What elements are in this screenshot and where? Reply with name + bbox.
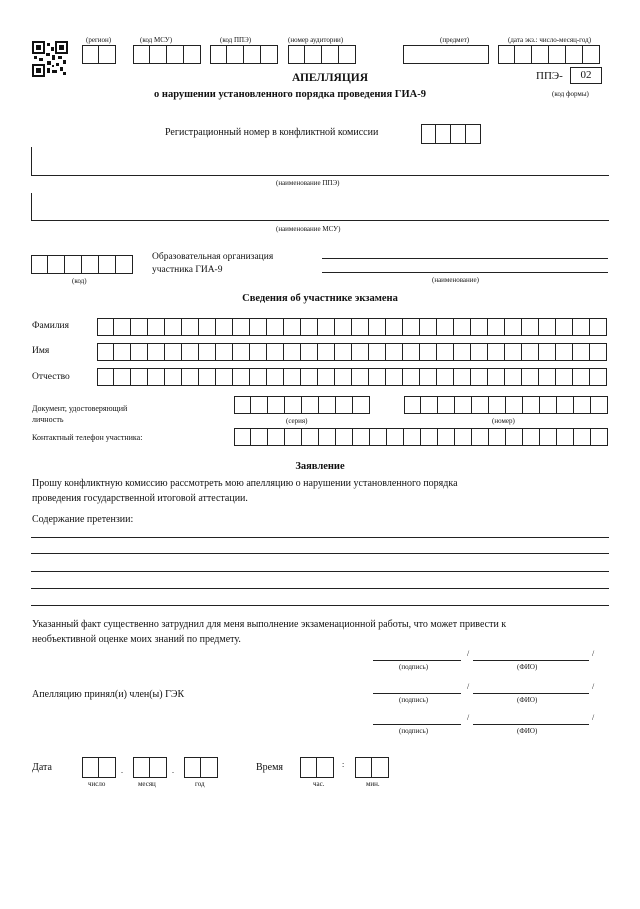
- organization-name-line-1[interactable]: [322, 258, 608, 259]
- ppe-name-caption: (наименование ППЭ): [276, 179, 340, 187]
- entry-cell[interactable]: [284, 343, 301, 361]
- entry-cell[interactable]: [539, 343, 556, 361]
- entry-cell[interactable]: [250, 318, 267, 336]
- entry-cell[interactable]: [437, 318, 454, 336]
- entry-cell[interactable]: [387, 428, 404, 446]
- entry-cell[interactable]: [131, 318, 148, 336]
- document-label-line1: Документ, удостоверяющий: [32, 404, 128, 413]
- accepted-by-label: Апелляцию принял(и) член(ы) ГЭК: [32, 689, 185, 700]
- entry-cell[interactable]: [352, 318, 369, 336]
- month-field[interactable]: [133, 757, 167, 778]
- entry-cell[interactable]: [488, 368, 505, 386]
- entry-cell[interactable]: [539, 368, 556, 386]
- slash-right-3: /: [592, 713, 595, 722]
- entry-cell[interactable]: [319, 428, 336, 446]
- msu-code-caption: (код МСУ): [140, 36, 173, 44]
- entry-cell[interactable]: [557, 428, 574, 446]
- entry-cell[interactable]: [369, 318, 386, 336]
- date-dot-2: .: [172, 766, 174, 775]
- entry-cell[interactable]: [505, 318, 522, 336]
- claim-line-4[interactable]: [31, 588, 609, 589]
- entry-cell[interactable]: [251, 396, 268, 414]
- entry-cell[interactable]: [165, 318, 182, 336]
- entry-cell[interactable]: [97, 368, 114, 386]
- entry-cell[interactable]: [369, 343, 386, 361]
- entry-cell[interactable]: [420, 318, 437, 336]
- entry-cell[interactable]: [216, 318, 233, 336]
- entry-cell[interactable]: [234, 428, 251, 446]
- entry-cell[interactable]: [318, 343, 335, 361]
- claim-line-1[interactable]: [31, 537, 609, 538]
- entry-cell[interactable]: [488, 343, 505, 361]
- entry-cell[interactable]: [522, 343, 539, 361]
- organization-code-caption: (код): [72, 277, 87, 285]
- entry-cell[interactable]: [591, 396, 608, 414]
- minute-field[interactable]: [355, 757, 389, 778]
- entry-cell[interactable]: [574, 428, 591, 446]
- slash-right-1: /: [592, 649, 595, 658]
- entry-cell[interactable]: [114, 318, 131, 336]
- claim-label: Содержание претензии:: [32, 514, 134, 525]
- entry-cell[interactable]: [455, 428, 472, 446]
- gek-fio-caption-1: (ФИО): [517, 696, 538, 704]
- entry-cell[interactable]: [131, 368, 148, 386]
- entry-cell[interactable]: [284, 318, 301, 336]
- entry-cell[interactable]: [455, 396, 472, 414]
- entry-cell[interactable]: [556, 368, 573, 386]
- entry-cell[interactable]: [573, 368, 590, 386]
- form-code-caption: (код формы): [552, 90, 589, 98]
- entry-cell[interactable]: [472, 428, 489, 446]
- entry-cell[interactable]: [574, 396, 591, 414]
- entry-cell[interactable]: [336, 428, 353, 446]
- day-caption: число: [88, 780, 106, 788]
- gek-fio-caption-2: (ФИО): [517, 727, 538, 735]
- entry-cell[interactable]: [506, 428, 523, 446]
- entry-cell[interactable]: [471, 368, 488, 386]
- participant-section-title: Сведения об участнике экзамена: [242, 293, 398, 304]
- entry-cell[interactable]: [165, 343, 182, 361]
- claim-line-2[interactable]: [31, 553, 609, 554]
- entry-cell[interactable]: [250, 368, 267, 386]
- entry-cell[interactable]: [540, 396, 557, 414]
- date-dot-1: .: [121, 766, 123, 775]
- msu-name-line[interactable]: [31, 220, 609, 221]
- entry-cell[interactable]: [591, 428, 608, 446]
- entry-cell[interactable]: [386, 343, 403, 361]
- entry-cell[interactable]: [505, 343, 522, 361]
- slash-left-2: /: [467, 682, 470, 691]
- entry-cell[interactable]: [199, 368, 216, 386]
- entry-cell[interactable]: [403, 318, 420, 336]
- entry-cell[interactable]: [285, 396, 302, 414]
- first-name-label: Имя: [32, 346, 50, 356]
- date-label: Дата: [32, 762, 52, 773]
- msu-code-field[interactable]: [133, 45, 201, 64]
- entry-cell[interactable]: [250, 343, 267, 361]
- entry-cell[interactable]: [114, 368, 131, 386]
- entry-cell[interactable]: [267, 343, 284, 361]
- organization-label-line2: участника ГИА-9: [152, 265, 223, 275]
- auditorium-field[interactable]: [288, 45, 356, 64]
- gek-signature-line-2[interactable]: [373, 724, 461, 725]
- entry-cell[interactable]: [319, 396, 336, 414]
- entry-cell[interactable]: [335, 343, 352, 361]
- entry-cell[interactable]: [573, 343, 590, 361]
- region-field[interactable]: [82, 45, 116, 64]
- entry-cell[interactable]: [233, 318, 250, 336]
- participant-fio-line[interactable]: [473, 660, 589, 661]
- claim-line-5[interactable]: [31, 605, 609, 606]
- entry-cell[interactable]: [506, 396, 523, 414]
- surname-label: Фамилия: [32, 321, 70, 331]
- entry-cell[interactable]: [148, 368, 165, 386]
- entry-cell[interactable]: [335, 318, 352, 336]
- hour-caption: час.: [313, 780, 325, 788]
- entry-cell[interactable]: [437, 343, 454, 361]
- entry-cell[interactable]: [454, 318, 471, 336]
- entry-cell[interactable]: [557, 396, 574, 414]
- entry-cell[interactable]: [148, 343, 165, 361]
- document-series-caption: (серия): [286, 417, 308, 425]
- entry-cell[interactable]: [318, 368, 335, 386]
- document-subtitle: о нарушении установленного порядка проведения ГИА-9: [154, 89, 426, 100]
- entry-cell[interactable]: [454, 343, 471, 361]
- document-number-field[interactable]: [404, 396, 608, 414]
- time-colon: :: [342, 760, 345, 769]
- entry-cell[interactable]: [352, 343, 369, 361]
- gek-fio-line-1[interactable]: [473, 693, 589, 694]
- entry-cell[interactable]: [353, 396, 370, 414]
- gek-fio-line-2[interactable]: [473, 724, 589, 725]
- entry-cell[interactable]: [403, 368, 420, 386]
- entry-cell[interactable]: [386, 368, 403, 386]
- entry-cell[interactable]: [523, 396, 540, 414]
- entry-cell[interactable]: [522, 318, 539, 336]
- entry-cell[interactable]: [97, 318, 114, 336]
- entry-cell[interactable]: [471, 318, 488, 336]
- registration-label: Регистрационный номер в конфликтной комиссии: [165, 127, 379, 138]
- entry-cell[interactable]: [216, 368, 233, 386]
- statement-text-line1: Прошу конфликтную комиссию рассмотреть мою апелляцию о нарушении установленного порядка: [32, 478, 458, 489]
- entry-cell[interactable]: [472, 396, 489, 414]
- entry-cell[interactable]: [370, 428, 387, 446]
- conclusion-text-line2: необъективной оценке моих знаний по предмету.: [32, 634, 241, 645]
- entry-cell[interactable]: [336, 396, 353, 414]
- entry-cell[interactable]: [216, 343, 233, 361]
- entry-cell[interactable]: [199, 318, 216, 336]
- statement-title: Заявление: [295, 461, 345, 472]
- entry-cell[interactable]: [556, 318, 573, 336]
- entry-cell[interactable]: [590, 318, 607, 336]
- entry-cell[interactable]: [556, 343, 573, 361]
- entry-cell[interactable]: [234, 396, 251, 414]
- entry-cell[interactable]: [505, 368, 522, 386]
- phone-label: Контактный телефон участника:: [32, 433, 143, 442]
- entry-cell[interactable]: [590, 368, 607, 386]
- organization-name-line-2[interactable]: [322, 272, 608, 273]
- form-code-value: 02: [570, 67, 602, 84]
- entry-cell[interactable]: [420, 343, 437, 361]
- entry-cell[interactable]: [301, 318, 318, 336]
- entry-cell[interactable]: [471, 343, 488, 361]
- entry-cell[interactable]: [131, 343, 148, 361]
- slash-right-2: /: [592, 682, 595, 691]
- participant-signature-caption: (подпись): [399, 663, 429, 671]
- exam-date-field[interactable]: [498, 45, 600, 64]
- entry-cell[interactable]: [284, 368, 301, 386]
- form-code-prefix: ППЭ-: [536, 70, 563, 82]
- entry-cell[interactable]: [335, 368, 352, 386]
- patronymic-label: Отчество: [32, 372, 70, 382]
- entry-cell[interactable]: [539, 318, 556, 336]
- time-label: Время: [256, 762, 284, 773]
- entry-cell[interactable]: [182, 318, 199, 336]
- document-number-caption: (номер): [492, 417, 515, 425]
- document-title: АПЕЛЛЯЦИЯ: [291, 72, 369, 84]
- registration-number-field[interactable]: [421, 124, 481, 144]
- statement-text-line2: проведения государственной итоговой аттестации.: [32, 493, 248, 504]
- entry-cell[interactable]: [251, 428, 268, 446]
- entry-cell[interactable]: [438, 396, 455, 414]
- entry-cell[interactable]: [404, 428, 421, 446]
- patronymic-field[interactable]: [97, 368, 607, 386]
- entry-cell[interactable]: [369, 368, 386, 386]
- month-caption: месяц: [138, 780, 156, 788]
- gek-signature-caption-1: (подпись): [399, 696, 429, 704]
- subject-caption: (предмет): [440, 36, 470, 44]
- entry-cell[interactable]: [182, 368, 199, 386]
- entry-cell[interactable]: [233, 368, 250, 386]
- entry-cell[interactable]: [540, 428, 557, 446]
- entry-cell[interactable]: [489, 428, 506, 446]
- entry-cell[interactable]: [523, 428, 540, 446]
- entry-cell[interactable]: [302, 428, 319, 446]
- entry-cell[interactable]: [403, 343, 420, 361]
- entry-cell[interactable]: [267, 318, 284, 336]
- surname-field[interactable]: [97, 318, 607, 336]
- phone-field[interactable]: [234, 428, 608, 446]
- exam-date-caption: (дата экз.: число-месяц-год): [508, 36, 592, 44]
- entry-cell[interactable]: [404, 396, 421, 414]
- region-caption: (регион): [86, 36, 112, 44]
- entry-cell[interactable]: [199, 343, 216, 361]
- msu-name-caption: (наименование МСУ): [276, 225, 341, 233]
- document-label-line2: личность: [32, 415, 64, 424]
- entry-cell[interactable]: [421, 428, 438, 446]
- ppe-code-field[interactable]: [210, 45, 278, 64]
- entry-cell[interactable]: [301, 368, 318, 386]
- day-field[interactable]: [82, 757, 116, 778]
- claim-line-3[interactable]: [31, 571, 609, 572]
- entry-cell[interactable]: [590, 343, 607, 361]
- conclusion-text-line1: Указанный факт существенно затруднил для меня выполнение экзаменационной работы, что может привести к: [32, 619, 507, 630]
- ppe-code-caption: (код ППЭ): [220, 36, 252, 44]
- entry-cell[interactable]: [353, 428, 370, 446]
- entry-cell[interactable]: [420, 368, 437, 386]
- entry-cell[interactable]: [268, 428, 285, 446]
- slash-left-3: /: [467, 713, 470, 722]
- entry-cell[interactable]: [268, 396, 285, 414]
- entry-cell[interactable]: [386, 318, 403, 336]
- organization-name-caption: (наименование): [432, 276, 479, 284]
- entry-cell[interactable]: [352, 368, 369, 386]
- subject-field[interactable]: [403, 45, 489, 64]
- participant-signature-line[interactable]: [373, 660, 461, 661]
- year-field[interactable]: [184, 757, 218, 778]
- entry-cell[interactable]: [489, 396, 506, 414]
- first-name-field[interactable]: [97, 343, 607, 361]
- entry-cell[interactable]: [318, 318, 335, 336]
- ppe-name-line[interactable]: [31, 175, 609, 176]
- entry-cell[interactable]: [573, 318, 590, 336]
- entry-cell[interactable]: [165, 368, 182, 386]
- entry-cell[interactable]: [421, 396, 438, 414]
- slash-left-1: /: [467, 649, 470, 658]
- gek-signature-line-1[interactable]: [373, 693, 461, 694]
- hour-field[interactable]: [300, 757, 334, 778]
- entry-cell[interactable]: [454, 368, 471, 386]
- organization-code-field[interactable]: [31, 255, 133, 274]
- entry-cell[interactable]: [438, 428, 455, 446]
- entry-cell[interactable]: [302, 396, 319, 414]
- entry-cell[interactable]: [522, 368, 539, 386]
- entry-cell[interactable]: [114, 343, 131, 361]
- auditorium-caption: (номер аудитории): [288, 36, 344, 44]
- organization-label-line1: Образовательная организация: [152, 252, 274, 262]
- entry-cell[interactable]: [148, 318, 165, 336]
- entry-cell[interactable]: [267, 368, 284, 386]
- msu-name-bracket: [31, 193, 32, 220]
- qr-code: [32, 41, 68, 77]
- year-caption: год: [195, 780, 205, 788]
- entry-cell[interactable]: [437, 368, 454, 386]
- entry-cell[interactable]: [301, 343, 318, 361]
- gek-signature-caption-2: (подпись): [399, 727, 429, 735]
- minute-caption: мин.: [366, 780, 380, 788]
- entry-cell[interactable]: [488, 318, 505, 336]
- document-series-field[interactable]: [234, 396, 370, 414]
- participant-fio-caption: (ФИО): [517, 663, 538, 671]
- entry-cell[interactable]: [182, 343, 199, 361]
- entry-cell[interactable]: [233, 343, 250, 361]
- ppe-name-bracket: [31, 147, 32, 175]
- entry-cell[interactable]: [285, 428, 302, 446]
- entry-cell[interactable]: [97, 343, 114, 361]
